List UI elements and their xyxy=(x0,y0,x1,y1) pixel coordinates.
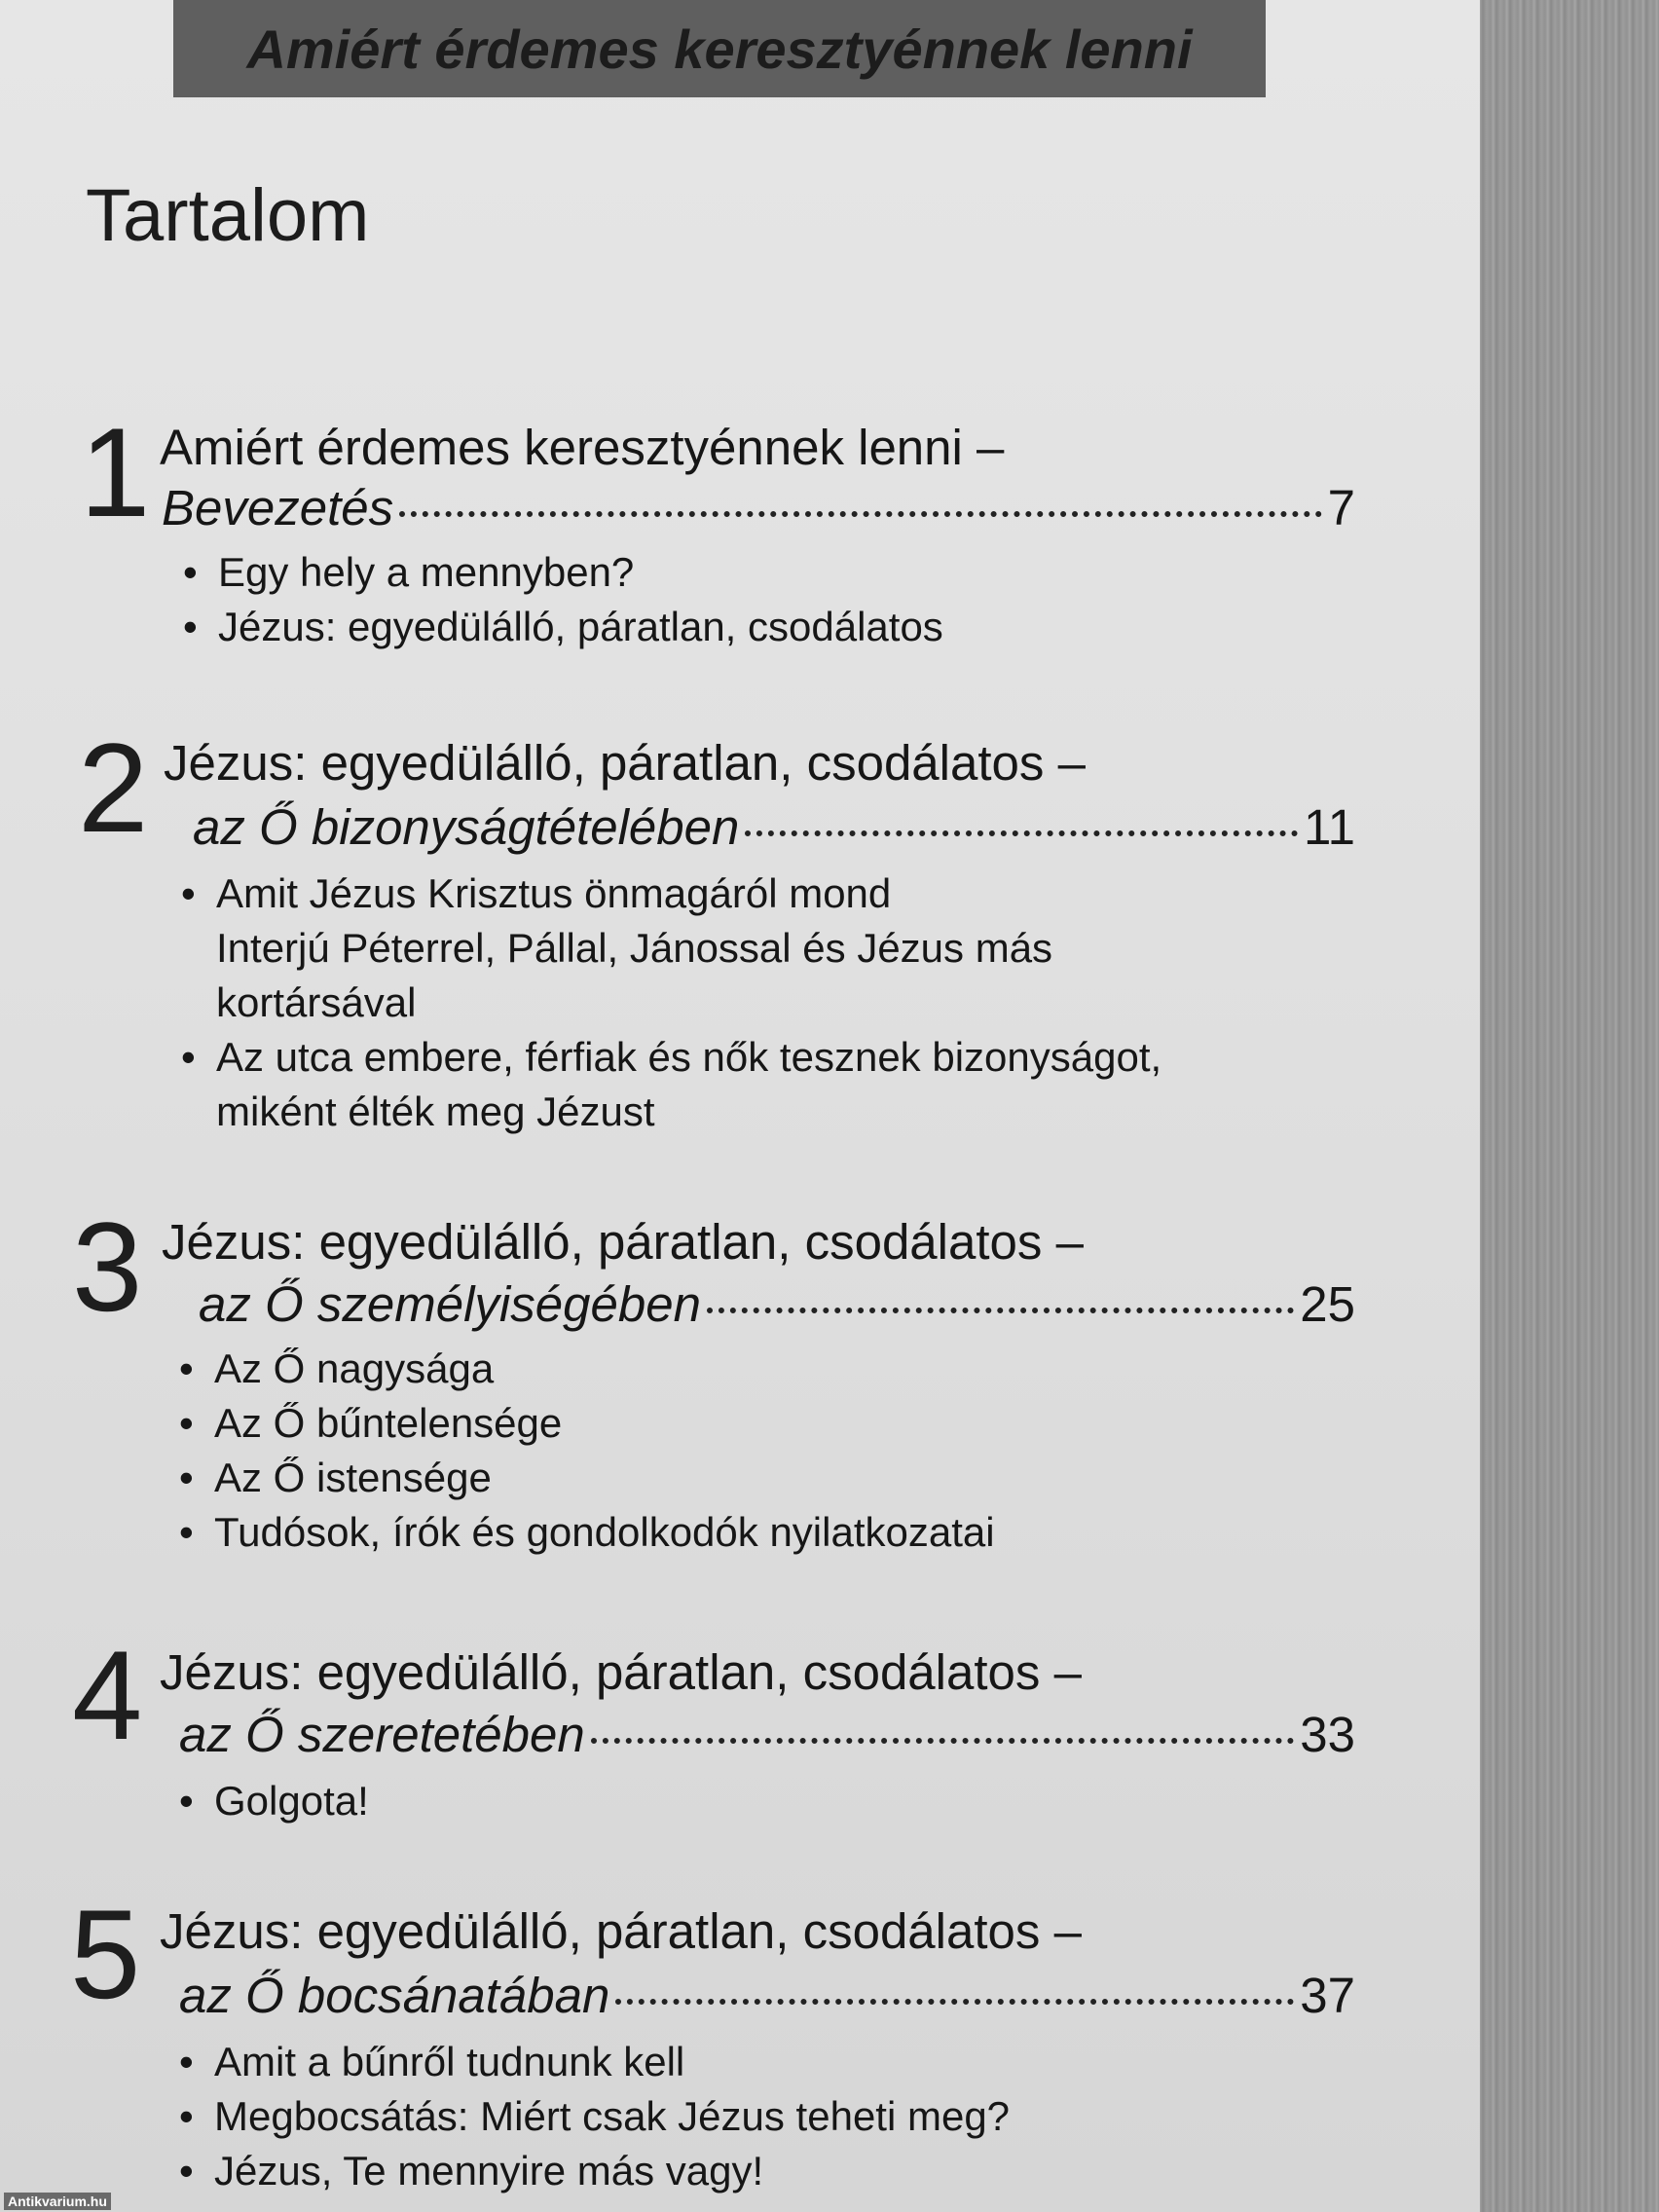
chapter-bullets xyxy=(181,866,1161,1139)
bullet-item: • Az utca embere, férfiak és nők tesznek bizonyságot, xyxy=(181,1030,1161,1085)
chapter-number: 3 xyxy=(72,1196,143,1338)
chapter-bullets xyxy=(179,1774,369,1828)
bullet-item: • Az Ő bűntelensége xyxy=(179,1396,995,1451)
bullet-item: • Amit Jézus Krisztus önmagáról mond xyxy=(181,866,1161,921)
chapter-subtitle: az Ő bizonyságtételében xyxy=(193,799,740,855)
bullet-item: • Tudósok, írók és gondolkodók nyilatkozatai xyxy=(179,1505,995,1560)
chapter-subtitle: az Ő bocsánatában xyxy=(179,1968,610,2023)
chapter-title: Jézus: egyedülálló, páratlan, csodálatos – xyxy=(162,1214,1084,1270)
bullet-item: • Az Ő nagysága xyxy=(179,1342,995,1396)
chapter-subtitle-row xyxy=(179,1967,1355,2025)
chapter-title: Amiért érdemes keresztyénnek lenni – xyxy=(160,420,1005,475)
chapter-subtitle-row xyxy=(199,1275,1355,1334)
chapter-subtitle: az Ő személyiségében xyxy=(199,1276,701,1332)
page-number: 37 xyxy=(1300,1968,1355,2023)
chapter-number: 5 xyxy=(70,1883,141,2025)
leader-dots xyxy=(591,1738,1295,1744)
bullet-item: • Amit a bűnről tudnunk kell xyxy=(179,2035,1010,2089)
bullet-item-continuation: miként élték meg Jézust xyxy=(216,1088,655,1134)
bullet-item: • Az Ő istensége xyxy=(179,1451,995,1505)
header-banner xyxy=(173,0,1266,97)
chapter-number: 1 xyxy=(80,401,151,543)
chapter-title: Jézus: egyedülálló, páratlan, csodálatos – xyxy=(160,1903,1082,1959)
page-number: 25 xyxy=(1300,1276,1355,1332)
book-page-edges xyxy=(1480,0,1659,2212)
chapter-subtitle: az Ő szeretetében xyxy=(179,1707,585,1762)
bullet-item: • Megbocsátás: Miért csak Jézus teheti meg? xyxy=(179,2089,1010,2144)
chapter-bullets xyxy=(179,2035,1010,2198)
chapter-number: 2 xyxy=(78,717,149,859)
chapter-title: Jézus: egyedülálló, páratlan, csodálatos – xyxy=(160,1644,1082,1700)
watermark: Antikvarium.hu xyxy=(4,2193,111,2210)
bullet-item: • Egy hely a mennyben? xyxy=(183,545,943,600)
chapter-bullets xyxy=(179,1342,995,1560)
leader-dots xyxy=(745,830,1298,836)
chapter-subtitle-row xyxy=(162,479,1355,537)
chapter-subtitle-row xyxy=(193,798,1355,857)
page-number: 7 xyxy=(1327,480,1355,535)
leader-dots xyxy=(399,511,1321,517)
header-banner-text: Amiért érdemes keresztyénnek lenni xyxy=(246,18,1193,80)
bullet-item: • Jézus, Te mennyire más vagy! xyxy=(179,2144,1010,2198)
bullet-item: • Golgota! xyxy=(179,1774,369,1828)
bullet-item-continuation: Interjú Péterrel, Pállal, Jánossal és Jézus más xyxy=(216,925,1053,971)
leader-dots xyxy=(707,1308,1294,1313)
bullet-item-continuation: kortársával xyxy=(216,979,417,1025)
page-number: 33 xyxy=(1300,1707,1355,1762)
leader-dots xyxy=(615,1999,1294,2005)
page-title: Tartalom xyxy=(86,174,370,257)
bullet-item: • Jézus: egyedülálló, páratlan, csodálatos xyxy=(183,600,943,654)
chapter-title: Jézus: egyedülálló, páratlan, csodálatos – xyxy=(164,735,1086,791)
chapter-number: 4 xyxy=(72,1624,143,1766)
chapter-bullets xyxy=(183,545,943,654)
page-number: 11 xyxy=(1304,799,1355,855)
chapter-subtitle-row xyxy=(179,1706,1355,1764)
chapter-subtitle: Bevezetés xyxy=(162,480,394,535)
